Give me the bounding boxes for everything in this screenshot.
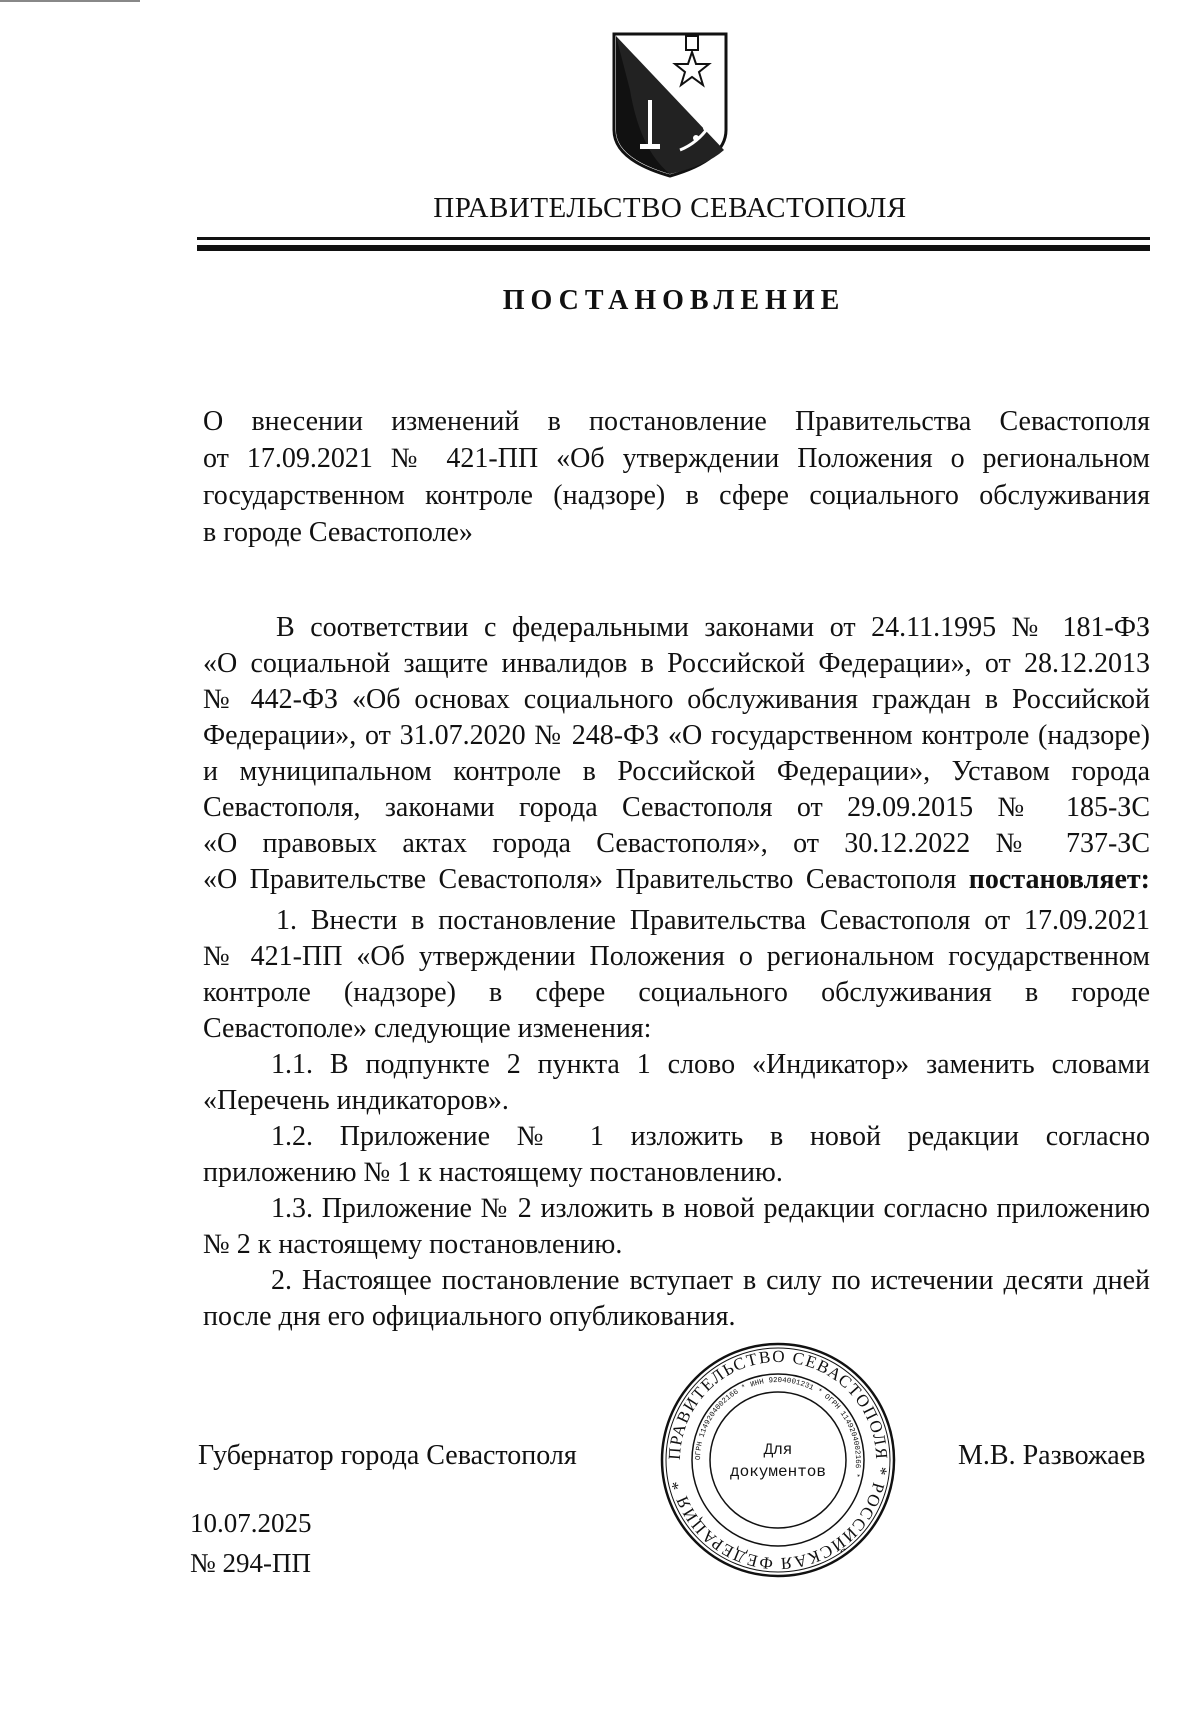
preamble-line: Федерации», от 31.07.2020 № 248-ФЗ «О государственном контроле (надзоре) bbox=[203, 720, 1150, 751]
preamble-last-line bbox=[203, 862, 1150, 898]
preamble-line: Севастополя, законами города Севастополя от 29.09.2015 № 185-ЗС bbox=[203, 792, 1150, 823]
item-line: 1. Внести в постановление Правительства Севастополя от 17.09.2021 bbox=[276, 905, 1150, 936]
scan-edge-line bbox=[0, 0, 140, 2]
header-rule-thin bbox=[197, 237, 1150, 240]
seal-outer-text: ПРАВИТЕЛЬСТВО СЕВАСТОПОЛЯ * РОССИЙСКАЯ ФЕДЕРАЦИЯ * bbox=[664, 1346, 892, 1574]
official-seal-stamp bbox=[658, 1340, 898, 1580]
item-line: 1.1. В подпункте 2 пункта 1 слово «Индикатор» заменить словами bbox=[271, 1049, 1150, 1080]
item-line: приложению № 1 к настоящему постановлению. bbox=[203, 1157, 783, 1188]
document-date: 10.07.2025 bbox=[190, 1508, 312, 1538]
sevastopol-coat-of-arms-emblem bbox=[610, 30, 730, 180]
subject-line: от 17.09.2021 № 421-ПП «Об утверждении Положения о региональном bbox=[203, 443, 1150, 474]
item-line: Севастополе» следующие изменения: bbox=[203, 1013, 652, 1044]
item-line: контроле (надзоре) в сфере социального обслуживания в городе bbox=[203, 977, 1150, 1008]
resolution-items bbox=[203, 903, 1150, 1335]
seal-center-line-2: документов bbox=[729, 1463, 827, 1481]
document-type-title: ПОСТАНОВЛЕНИЕ bbox=[502, 285, 846, 316]
preamble-line: «О социальной защите инвалидов в Российской Федерации», от 28.12.2013 bbox=[203, 648, 1150, 679]
seal-center-line-1: Для bbox=[763, 1441, 793, 1459]
item-line: 1.2. Приложение № 1 изложить в новой редакции согласно bbox=[271, 1121, 1150, 1152]
signatory-position: Губернатор города Севастополя bbox=[198, 1440, 577, 1471]
preamble-line: и муниципальном контроле в Российской Федерации», Уставом города bbox=[203, 756, 1150, 787]
preamble-line: «О правовых актах города Севастополя», от 30.12.2022 № 737-ЗС bbox=[203, 828, 1150, 859]
item-line: № 2 к настоящему постановлению. bbox=[203, 1229, 623, 1260]
subject-line: О внесении изменений в постановление Правительства Севастополя bbox=[203, 406, 1150, 437]
preamble-last-line-text: «О Правительстве Севастополя» Правительство Севастополя bbox=[203, 864, 969, 895]
preamble-line: № 442-ФЗ «Об основах социального обслуживания граждан в Российской bbox=[203, 684, 1150, 715]
document-number: № 294-ПП bbox=[190, 1548, 311, 1578]
document-subject bbox=[203, 403, 1150, 551]
item-line: после дня его официального опубликования. bbox=[203, 1301, 736, 1332]
item-line: «Перечень индикаторов». bbox=[203, 1085, 509, 1116]
subject-line: в городе Севастополе» bbox=[203, 517, 473, 548]
item-line: 2. Настоящее постановление вступает в силу по истечении десяти дней bbox=[271, 1265, 1150, 1296]
resolves-word: постановляет: bbox=[968, 864, 1150, 895]
header-rule-thick bbox=[197, 245, 1150, 251]
preamble-paragraph bbox=[203, 610, 1150, 898]
government-title: ПРАВИТЕЛЬСТВО СЕВАСТОПОЛЯ bbox=[433, 192, 907, 224]
preamble-line: В соответствии с федеральными законами от 24.11.1995 № 181-ФЗ bbox=[276, 612, 1150, 643]
item-line: 1.3. Приложение № 2 изложить в новой редакции согласно приложению bbox=[271, 1193, 1150, 1224]
seal-middle-text: ОГРН 1149204002166 * ИНН 9204001231 * ОГРН 1149204002166 * bbox=[694, 1376, 862, 1479]
item-line: № 421-ПП «Об утверждении Положения о региональном государственном bbox=[203, 941, 1150, 972]
signatory-name: М.В. Развожаев bbox=[958, 1440, 1146, 1471]
subject-line: государственном контроле (надзоре) в сфере социального обслуживания bbox=[203, 480, 1150, 511]
